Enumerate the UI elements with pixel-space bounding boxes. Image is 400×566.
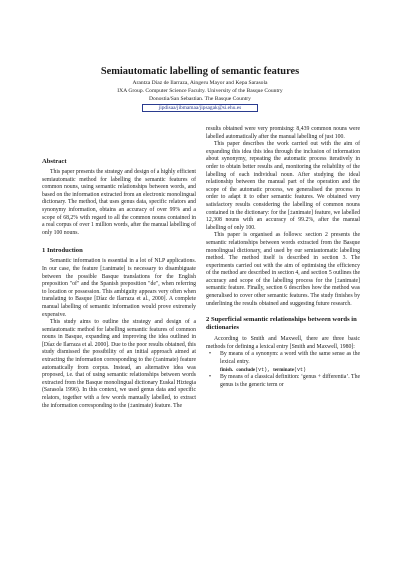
bullet-dot-icon: • [209, 351, 212, 358]
left-column [42, 158, 196, 410]
intro-heading: 1 Introduction [42, 247, 83, 255]
example-entry: finish. conclude(vt), terminate(vt) [220, 366, 306, 373]
authors: Arantza Díaz de Ilarraza, Aingeru Mayor and Kepa Sarasola [132, 80, 268, 86]
section-2-heading: 2 Superficial semantic relationships between words in dictionaries [206, 316, 357, 332]
right-column [206, 126, 360, 389]
bullet-synonym [206, 351, 360, 366]
bullet-dot-icon: • [209, 374, 212, 381]
example-synonym-1: conclude [236, 367, 256, 373]
bullet-synonym-text: By means of a synonym: a word with the same sense as the lexical entry. [220, 351, 360, 366]
paper-title: Semiautomatic labelling of semantic features [100, 66, 300, 77]
right-paragraph-3: This paper is organised as follows: section 2 presents the semantic relationships between words extracted from the Basque monolingual dictionary, and used by our semiautomatic labelling method. The method itself is described in section 3. The experiments carried out with the aim of optimising the efficiency of the method are described in section 4, and section 5 outlines the accuracy and scope of the labelling process for the [±animate] semantic feature. Finally, section 6 describes how the method was generalised to cover other semantic features. The study finishes by underlining the results obtained and suggesting future research. [206, 232, 360, 307]
bullet-classical-definition [206, 374, 360, 389]
location: Donostia/San Sebastian. The Basque Country [149, 96, 251, 102]
right-paragraph-1: results obtained were very promising: 8,439 common nouns were labelled automatically after the manual labelling of just 100. [206, 126, 360, 140]
abstract-heading: Abstract [42, 158, 67, 165]
affiliation: IXA Group. Computer Science Faculty. University of the Basque Country [117, 88, 283, 94]
email-link[interactable]: jipdisaa/jibmamaa/jipsagak@si.ehu.es [142, 104, 258, 112]
example-tag-1: (vt) [255, 366, 268, 373]
intro-paragraph-1: Semantic information is essential in a lot of NLP applications. In our case, the feature [±animate] is necessary to disambiguate between the possible Basque translations for the English preposition "of" and the Spanish preposition "de", when referring to location or possession. This ambiguity appears very often when translating to Basque [Díaz de Ilarraza et al., 2000]. A complete manual labelling of semantic information would prove extremely expensive. [42, 258, 196, 318]
example-synonym-2: terminate [273, 367, 294, 373]
example-headword: finish. [220, 367, 234, 373]
section-2-paragraph-1: According to Smith and Maxwell, there are three basic methods for defining a lexical entry [Smith and Maxwell, 1980]: [206, 336, 360, 350]
right-paragraph-2: This paper describes the work carried out with the aim of expanding this idea this idea through the inclusion of information about synonymy, repeating the automatic process iteratively in order to obtain better results and, monitoring the reliability of the labelling of each individual noun. After studying the ideal relationship between the manual part of the operation and the scope of the automatic process, we generalised the process in order to adapt it to other semantic features. We obtained very satisfactory results considering the labelling of common nouns contained in the dictionary: for the [±animate] feature, we labelled 12,308 nouns with an accuracy of 99.2%, after the manual labelling of only 100. [206, 141, 360, 231]
abstract-text: This paper presents the strategy and design of a highly efficient semiautomatic method for labelling the semantic features of common nouns, using semantic relationships between words, and based on the information extracted from an electronic monolingual dictionary. The method, that uses genus data, specific relators and synonymy information, obtains an accuracy of over 99% and a scope of 68,2% with regard to all the common nouns contained in a real corpus of over 1 million words, after the manual labelling of only 100 nouns. [42, 169, 196, 236]
bullet-classical-text: By means of a classical definition: ‘genus + differentia’. The genus is the generic term or [220, 374, 360, 388]
intro-paragraph-2: This study aims to outline the strategy and design of a semiautomatic method for labelling semantic features of common nouns in Basque, expanding and improving the idea outlined in [Díaz de Ilarraza et al. 2000]. Due to the poor results obtained, this study dismissed the possibility of an initial approach aimed at extracting the information corresponding to the (±animate) feature automatically from corpus. Instead, an alternative idea was proposed, i.e. that of using semantic relationships between words extracted from the Basque monolingual dictionary Euskal Hiztegia (Sarasola 1996). In this context, we used genus data and specific relators, together with a few words manually labelled, to extract the information corresponding to the (±animate) feature. The [42, 319, 196, 409]
example-tag-2: (vt) [293, 366, 306, 373]
